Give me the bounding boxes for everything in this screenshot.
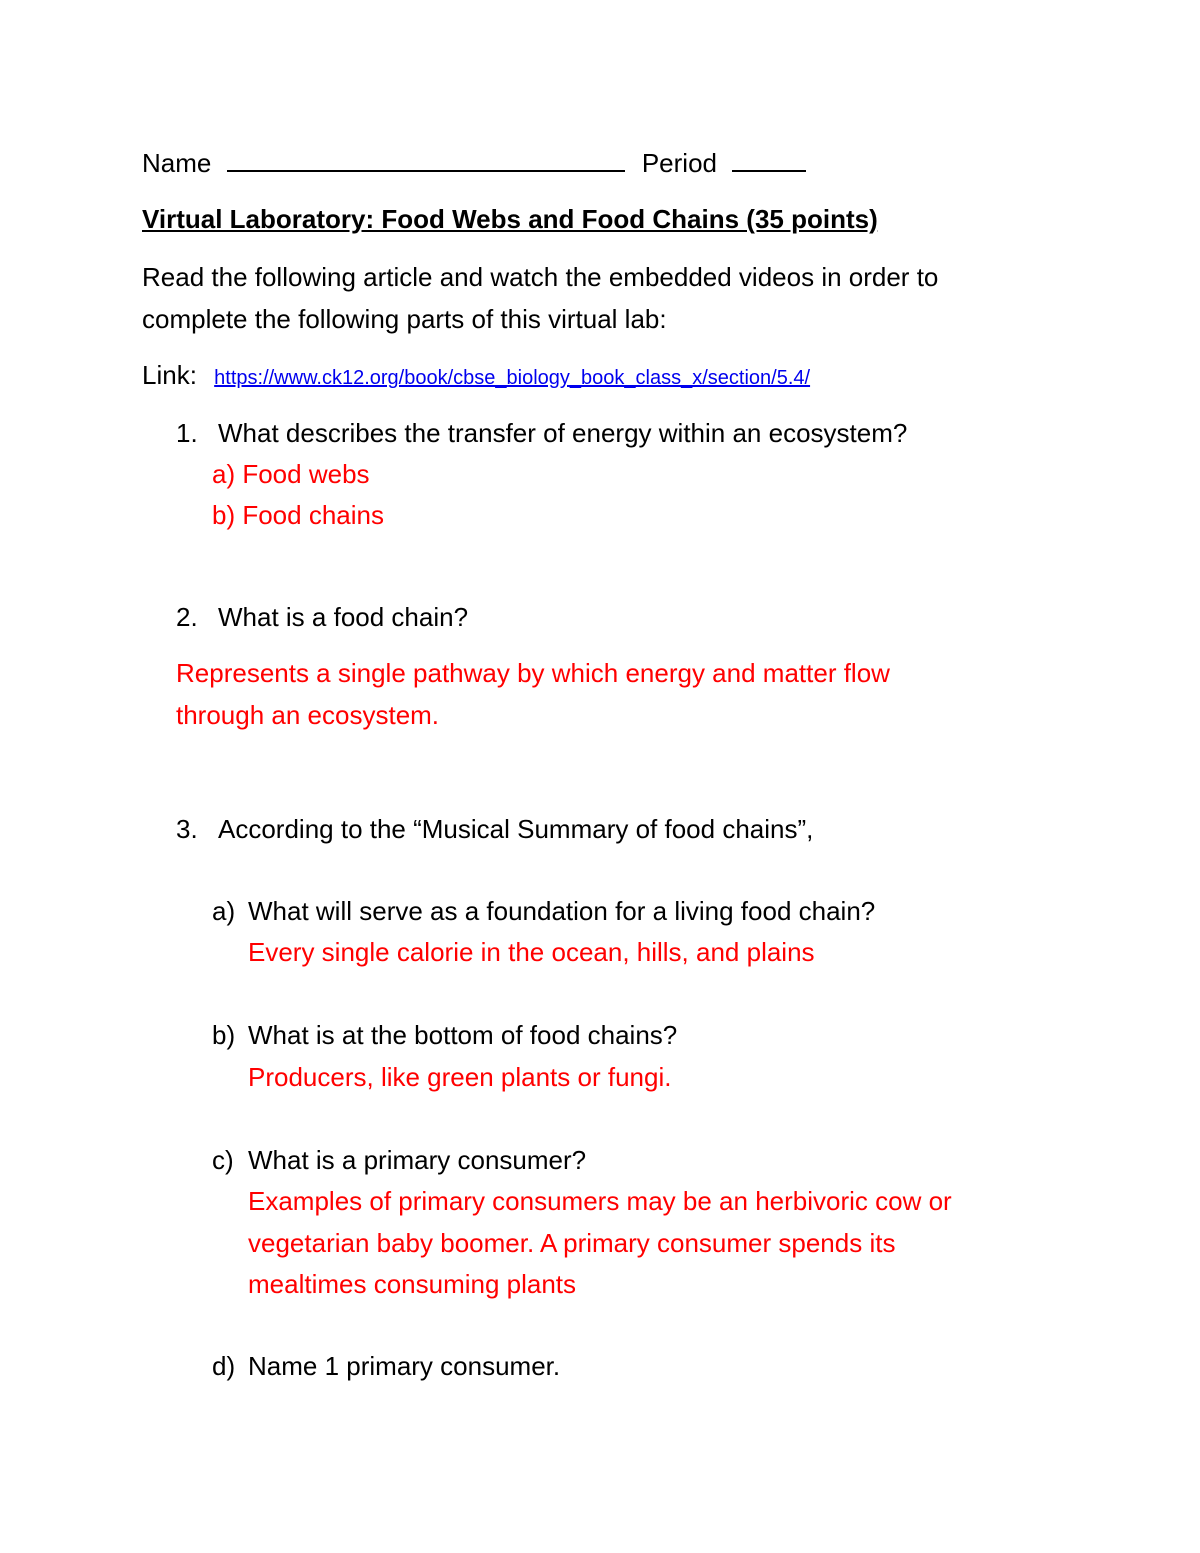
question-3c-text: What is a primary consumer? <box>248 1145 587 1175</box>
name-blank[interactable] <box>227 148 625 172</box>
question-2-answer-line-1: Represents a single pathway by which energy and matter flow <box>176 658 890 688</box>
question-3d-text: Name 1 primary consumer. <box>248 1351 561 1381</box>
page-title: Virtual Laboratory: Food Webs and Food Chains (35 points) <box>142 204 878 234</box>
question-1-answer-b: b) Food chains <box>212 500 384 530</box>
question-3-number: 3. <box>176 814 198 844</box>
question-3b-text: What is at the bottom of food chains? <box>248 1020 678 1050</box>
question-3b-answer: Producers, like green plants or fungi. <box>248 1062 672 1092</box>
question-3b <box>212 1019 677 1051</box>
question-1 <box>176 417 907 449</box>
link-label: Link: <box>142 360 197 390</box>
intro-line-2: complete the following parts of this virtual lab: <box>142 304 667 334</box>
question-2-answer-line-2: through an ecosystem. <box>176 700 440 730</box>
question-3-text: According to the “Musical Summary of food chains”, <box>218 814 814 844</box>
question-3c-answer-line-2: vegetarian baby boomer. A primary consumer spends its <box>248 1228 896 1258</box>
name-period-row <box>142 147 806 179</box>
question-3b-label: b) <box>212 1020 236 1050</box>
question-3a <box>212 895 875 927</box>
period-label: Period <box>641 148 717 178</box>
question-1-number: 1. <box>176 418 198 448</box>
name-label: Name <box>142 148 212 178</box>
question-1-text: What describes the transfer of energy within an ecosystem? <box>218 418 908 448</box>
question-3a-text: What will serve as a foundation for a living food chain? <box>248 896 876 926</box>
intro-line-1: Read the following article and watch the embedded videos in order to <box>142 262 939 292</box>
question-3c-answer-line-3: mealtimes consuming plants <box>248 1269 577 1299</box>
question-2 <box>176 601 468 633</box>
question-2-text: What is a food chain? <box>218 602 469 632</box>
article-link[interactable]: https://www.ck12.org/book/cbse_biology_book_class_x/section/5.4/ <box>214 367 811 389</box>
question-3c-answer-line-1: Examples of primary consumers may be an herbivoric cow or <box>248 1186 952 1216</box>
question-3c-label: c) <box>212 1145 234 1175</box>
period-blank[interactable] <box>732 148 806 172</box>
question-3a-label: a) <box>212 896 236 926</box>
question-3a-answer: Every single calorie in the ocean, hills, and plains <box>248 937 815 967</box>
question-2-number: 2. <box>176 602 198 632</box>
question-3d-label: d) <box>212 1351 236 1381</box>
question-1-answer-a: a) Food webs <box>212 459 370 489</box>
question-3d <box>212 1350 560 1382</box>
question-3c <box>212 1144 586 1176</box>
question-3 <box>176 813 813 845</box>
link-row <box>142 359 810 394</box>
